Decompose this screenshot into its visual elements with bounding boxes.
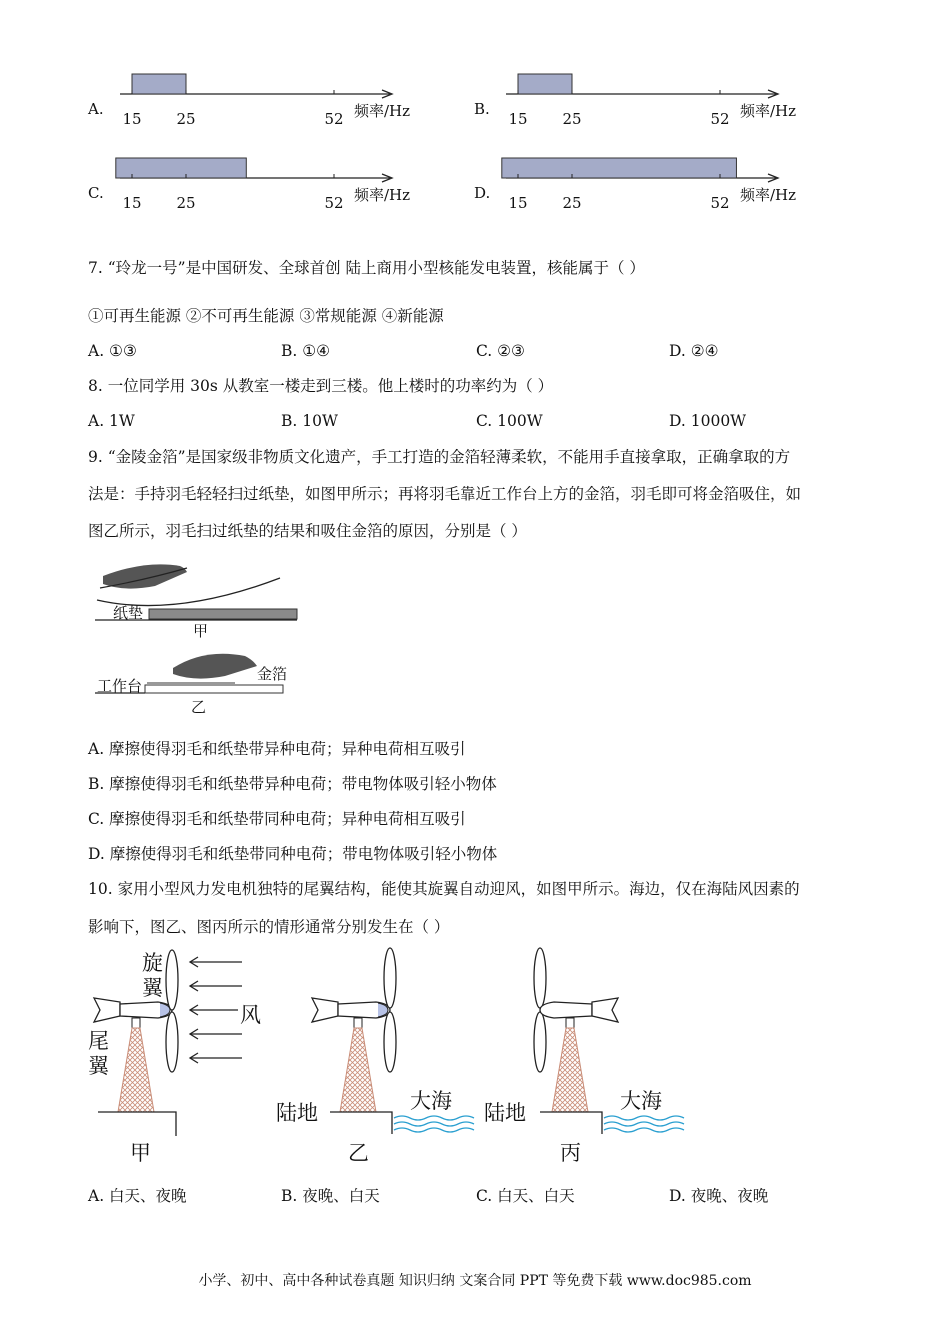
tick-label: 15 bbox=[508, 194, 528, 212]
turbine-bing bbox=[484, 948, 684, 1165]
q9-stem-line-3: 图乙所示，羽毛扫过纸垫的结果和吸住金箔的原因，分别是（ ） bbox=[88, 522, 527, 540]
frequency-band bbox=[518, 74, 572, 94]
tick-label: 15 bbox=[508, 110, 528, 128]
q10-option-a[interactable]: A. 白天、夜晚 bbox=[88, 1187, 187, 1205]
q9-stem-line-1: 9. “金陵金箔”是国家级非物质文化遗产，手工打造的金箔轻薄柔软，不能用手直接拿取，正确拿取的方 bbox=[88, 448, 791, 466]
q8-option-a[interactable]: A. 1W bbox=[88, 412, 135, 430]
q10-figure bbox=[80, 940, 700, 1172]
q7-items: ①可再生能源 ②不可再生能源 ③常规能源 ④新能源 bbox=[88, 307, 444, 325]
label-bing: 丙 bbox=[560, 1141, 581, 1165]
label-gold-foil: 金箔 bbox=[257, 665, 288, 683]
q6-option-a[interactable] bbox=[87, 74, 410, 128]
axis-label: 频率/Hz bbox=[740, 186, 797, 204]
tick-label: 25 bbox=[176, 110, 196, 128]
label-land: 陆地 bbox=[276, 1101, 318, 1125]
q9-stem-line-2: 法是：手持羽毛轻轻扫过纸垫，如图甲所示；再将羽毛靠近工作台上方的金箔，羽毛即可将金箔吸住，如 bbox=[88, 485, 802, 503]
frequency-band bbox=[132, 74, 186, 94]
q8-option-d[interactable]: D. 1000W bbox=[669, 412, 747, 430]
turbine-jia bbox=[88, 950, 261, 1165]
option-letter: D. bbox=[474, 184, 491, 202]
option-letter: A. bbox=[88, 100, 104, 118]
option-letter: B. bbox=[474, 100, 490, 118]
label-land: 陆地 bbox=[484, 1101, 526, 1125]
q6-frequency-options bbox=[0, 0, 950, 220]
wind-arrows bbox=[190, 957, 242, 1063]
axis-label: 频率/Hz bbox=[354, 186, 411, 204]
q7-option-d[interactable]: D. ②④ bbox=[669, 342, 719, 360]
q6-option-b[interactable] bbox=[474, 74, 796, 128]
tick-label: 25 bbox=[562, 110, 582, 128]
label-workbench: 工作台 bbox=[97, 677, 143, 695]
label-sea: 大海 bbox=[410, 1089, 452, 1113]
q9-option-c[interactable]: C. 摩擦使得羽毛和纸垫带同种电荷；异种电荷相互吸引 bbox=[88, 810, 466, 828]
q8-stem: 8. 一位同学用 30s 从教室一楼走到三楼。他上楼时的功率约为（ ） bbox=[88, 377, 554, 395]
turbine-yi bbox=[276, 948, 474, 1165]
frequency-band bbox=[502, 158, 737, 178]
tick-label: 15 bbox=[122, 194, 142, 212]
tick-label: 52 bbox=[324, 110, 344, 128]
feather-icon bbox=[173, 654, 257, 679]
frequency-band bbox=[116, 158, 246, 178]
label-rotor-1: 旋 bbox=[142, 951, 163, 975]
axis-label: 频率/Hz bbox=[740, 102, 797, 120]
q9-option-a[interactable]: A. 摩擦使得羽毛和纸垫带异种电荷；异种电荷相互吸引 bbox=[88, 740, 466, 758]
q6-option-c[interactable] bbox=[88, 158, 410, 212]
q8-option-c[interactable]: C. 100W bbox=[476, 412, 543, 430]
q9-option-d[interactable]: D. 摩擦使得羽毛和纸垫带同种电荷；带电物体吸引轻小物体 bbox=[88, 845, 498, 863]
label-rotor-2: 翼 bbox=[142, 976, 163, 1000]
q7-option-c[interactable]: C. ②③ bbox=[476, 342, 525, 360]
tick-label: 25 bbox=[176, 194, 196, 212]
q7-stem: 7. “玲龙一号”是中国研发、全球首创 陆上商用小型核能发电装置，核能属于（ ） bbox=[88, 259, 645, 277]
label-tail-2: 翼 bbox=[88, 1054, 109, 1078]
q8-option-b[interactable]: B. 10W bbox=[281, 412, 338, 430]
label-yi: 乙 bbox=[191, 698, 207, 716]
figure-jia bbox=[95, 564, 297, 640]
option-letter: C. bbox=[88, 184, 104, 202]
label-tail-1: 尾 bbox=[88, 1029, 109, 1053]
tick-label: 25 bbox=[562, 194, 582, 212]
q10-option-b[interactable]: B. 夜晚、白天 bbox=[281, 1187, 380, 1205]
sea-waves bbox=[394, 1116, 474, 1132]
page-footer: 小学、初中、高中各种试卷真题 知识归纳 文案合同 PPT 等免费下载 www.doc985.com bbox=[198, 1273, 752, 1289]
q10-stem-line-2: 影响下，图乙、图丙所示的情形通常分别发生在（ ） bbox=[88, 918, 450, 936]
label-wind: 风 bbox=[240, 1003, 261, 1027]
q10-stem-line-1: 10. 家用小型风力发电机独特的尾翼结构，能使其旋翼自动迎风，如图甲所示。海边，仅在海陆风因素的 bbox=[88, 880, 800, 898]
axis-label: 频率/Hz bbox=[354, 102, 411, 120]
q6-option-d[interactable] bbox=[474, 158, 796, 212]
label-jia: 甲 bbox=[130, 1141, 151, 1165]
q9-option-b[interactable]: B. 摩擦使得羽毛和纸垫带异种电荷；带电物体吸引轻小物体 bbox=[88, 775, 497, 793]
label-yi: 乙 bbox=[348, 1141, 369, 1165]
q10-option-c[interactable]: C. 白天、白天 bbox=[476, 1187, 575, 1205]
label-jia: 甲 bbox=[193, 622, 209, 640]
workbench bbox=[145, 685, 283, 693]
tick-label: 15 bbox=[122, 110, 142, 128]
sea-waves bbox=[604, 1116, 684, 1132]
q9-figure bbox=[85, 548, 315, 720]
q7-option-b[interactable]: B. ①④ bbox=[281, 342, 331, 360]
label-paper-pad: 纸垫 bbox=[113, 604, 144, 622]
q7-option-a[interactable]: A. ①③ bbox=[88, 342, 137, 360]
label-sea: 大海 bbox=[620, 1089, 662, 1113]
tick-label: 52 bbox=[710, 194, 730, 212]
tick-label: 52 bbox=[710, 110, 730, 128]
paper-pad bbox=[149, 609, 297, 619]
tick-label: 52 bbox=[324, 194, 344, 212]
figure-yi bbox=[95, 654, 287, 716]
q10-option-d[interactable]: D. 夜晚、夜晚 bbox=[669, 1187, 769, 1205]
